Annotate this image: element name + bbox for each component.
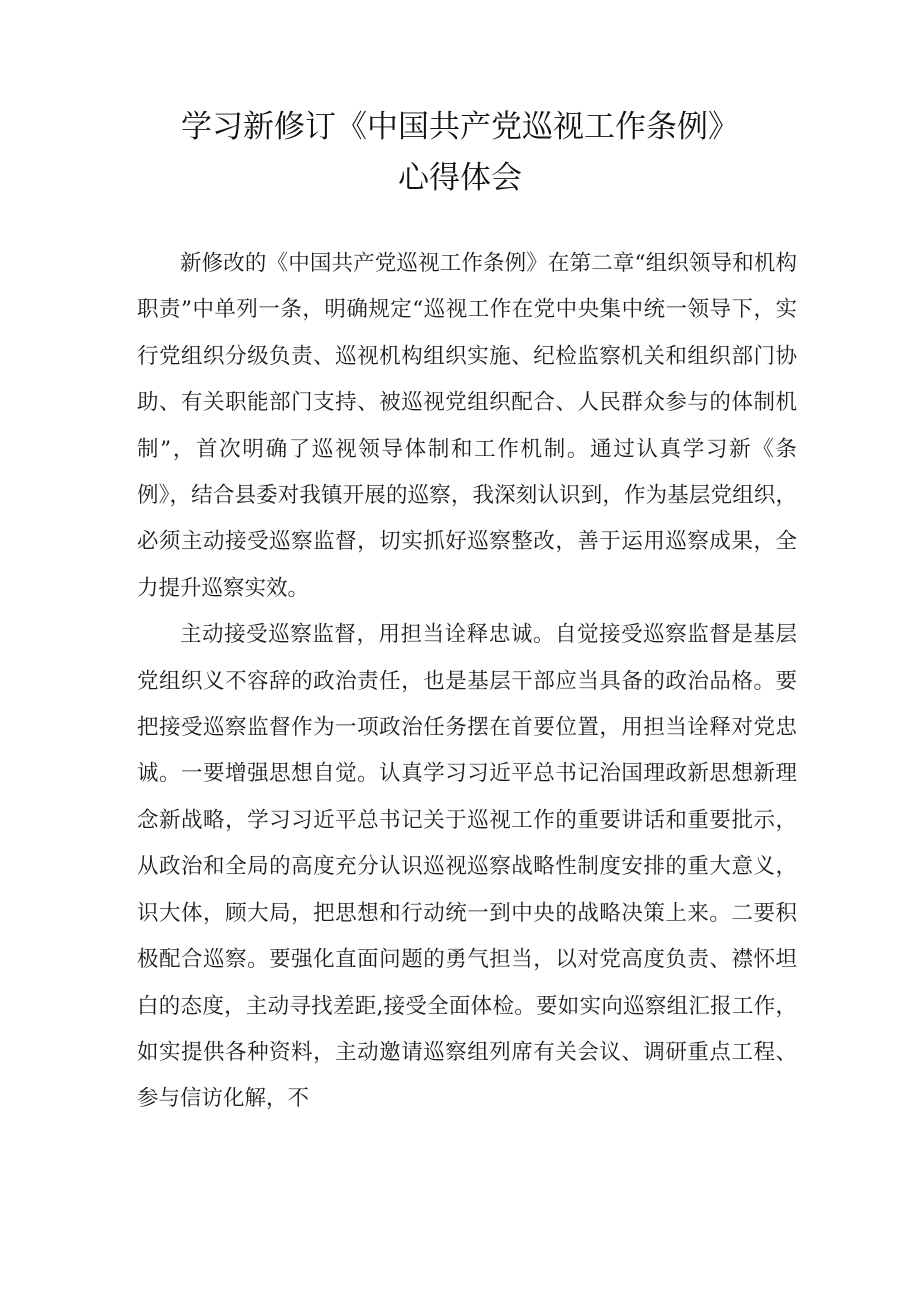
paragraph-1: 新修改的《中国共产党巡视工作条例》在第二章“组织领导和机构职责”中单列一条，明确规定“巡视工作在党中央集中统一领导下，实行党组织分级负责、巡视机构组织实施、纪检监察机关和组织部门协助、有关职能部门支持、被巡视党组织配合、人民群众参与的体制机制”，首次明确了巡视领导体制和工作机制。通过认真学习新《条例》，结合县委对我镇开展的巡察，我深刻认识到，作为基层党组织，必须主动接受巡察监督，切实抓好巡察整改，善于运用巡察成果，全力提升巡察实效。 [137,251,797,601]
paragraph-2: 主动接受巡察监督，用担当诠释忠诚。自觉接受巡察监督是基层党组织义不容辞的政治责任，也是基层干部应当具备的政治品格。要把接受巡察监督作为一项政治任务摆在首要位置，用担当诠释对党忠诚。一要增强思想自觉。认真学习习近平总书记治国理政新思想新理念新战略，学习习近平总书记关于巡视工作的重要讲话和重要批示，从政治和全局的高度充分认识巡视巡察战略性制度安排的重大意义，识大体，顾大局，把思想和行动统一到中央的战略决策上来。二要积极配合巡察。要强化直面问题的勇气担当，以对党高度负责、襟怀坦白的态度，主动寻找差距,接受全面体检。要如实向巡察组汇报工作，如实提供各种资料，主动邀请巡察组列席有关会议、调研重点工程、参与信访化解，不 [137,622,797,1112]
title-line-1: 学习新修订《中国共产党巡视工作条例》 [181,109,739,145]
document-body [137,241,797,1123]
document-title [0,102,920,204]
title-line-2: 心得体会 [398,160,522,196]
